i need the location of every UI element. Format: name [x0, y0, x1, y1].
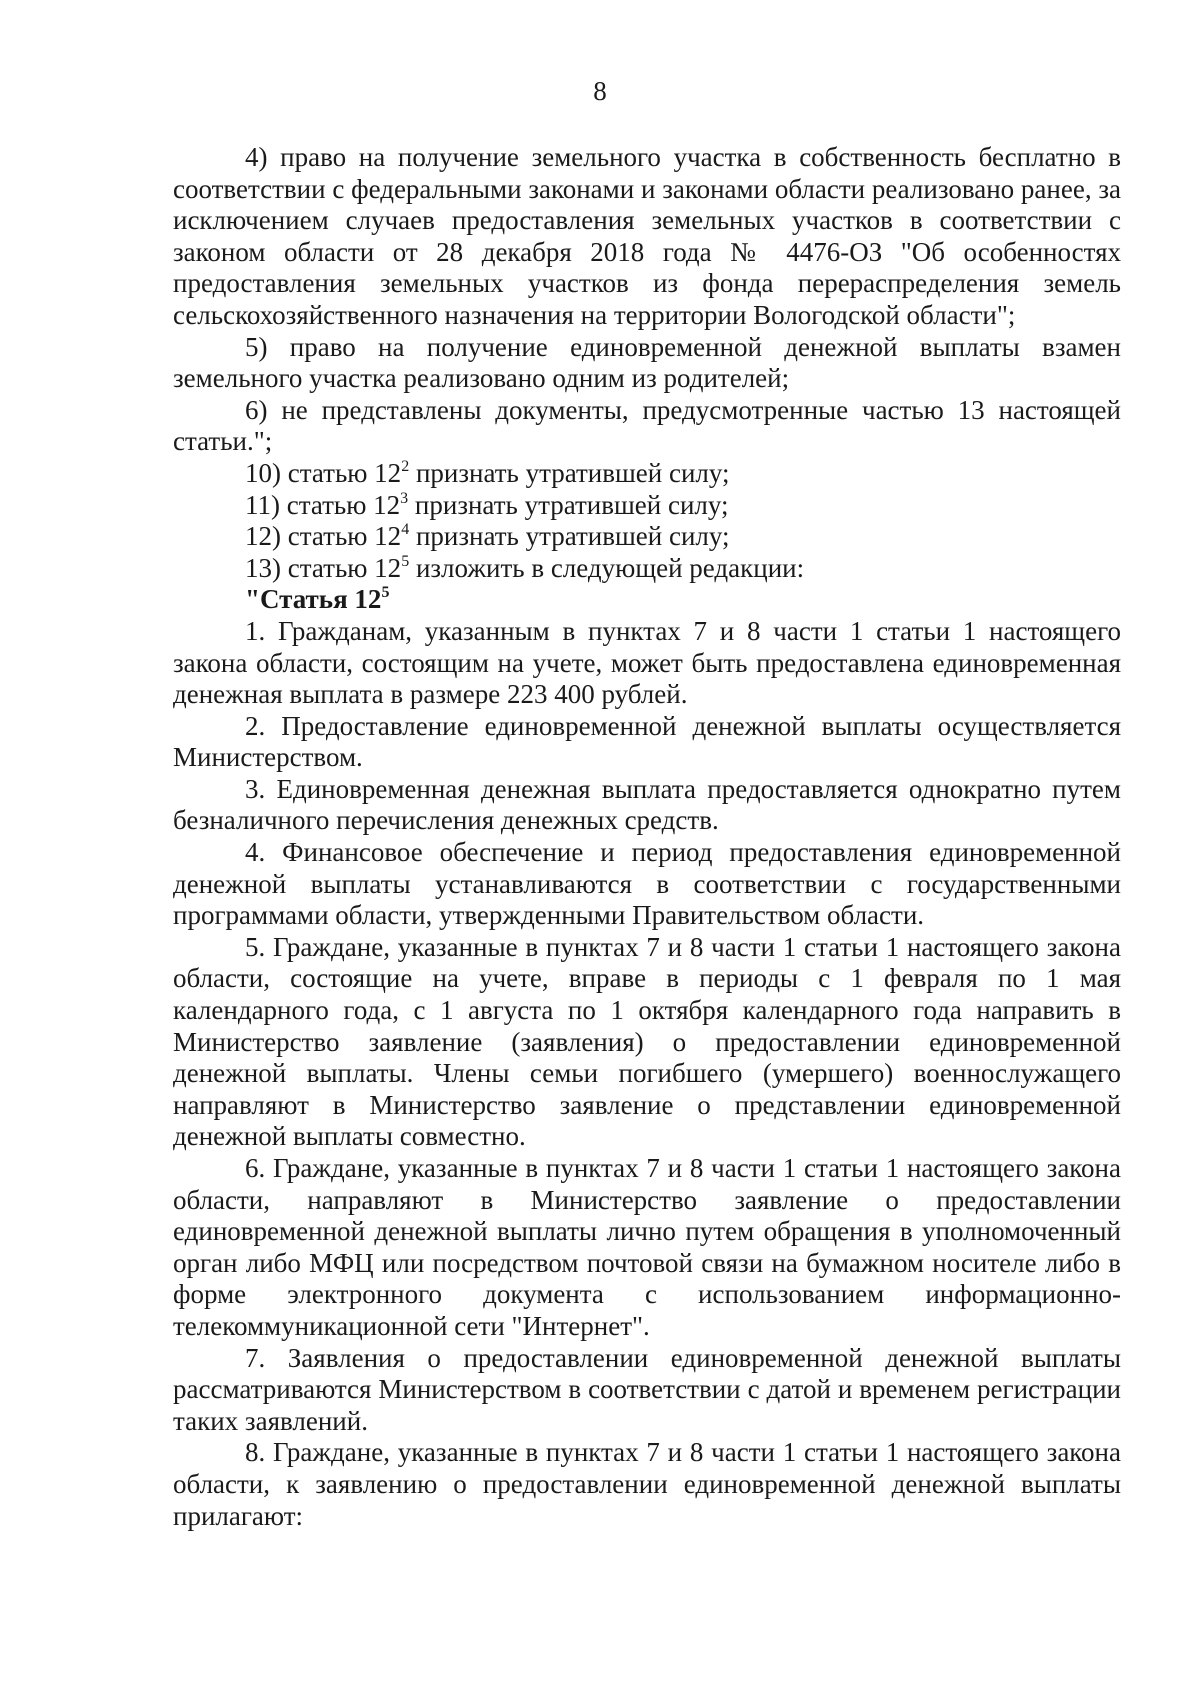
article-paragraph-7: 7. Заявления о предоставлении единовременной денежной выплаты рассматриваются Министерством в соответствии с датой и временем регистрации таких заявлений.: [173, 1342, 1121, 1436]
article-paragraph-2: 2. Предоставление единовременной денежной выплаты осуществляется Министерством.: [173, 710, 1121, 773]
article-paragraph-1: 1. Гражданам, указанным в пунктах 7 и 8 части 1 статьи 1 настоящего закона области, состоящим на учете, может быть предоставлена единовременная денежная выплата в размере 223 400 рублей.: [173, 615, 1121, 710]
paragraph-item-5: 5) право на получение единовременной денежной выплаты взамен земельного участка реализовано одним из родителей;: [173, 331, 1121, 394]
article-paragraph-6: 6. Граждане, указанные в пунктах 7 и 8 части 1 статьи 1 настоящего закона области, направляют в Министерство заявление о предоставлении единовременной денежной выплаты лично путем обращения в уполномоченный орган либо МФЦ или посредством почтовой связи на бумажном носителе либо в форме электронного документа с использованием информационно-телекоммуникационной сети "Интернет".: [173, 1153, 1121, 1341]
article-paragraph-8: 8. Граждане, указанные в пунктах 7 и 8 части 1 статьи 1 настоящего закона области, к заявлению о предоставлении единовременной денежной выплаты прилагают:: [173, 1437, 1121, 1531]
article-paragraph-5: 5. Граждане, указанные в пунктах 7 и 8 части 1 статьи 1 настоящего закона области, состоящие на учете, вправе в периоды с 1 февраля по 1 мая календарного года, с 1 августа по 1 октября календарного года направить в Министерство заявление (заявления) о предоставлении единовременной денежной выплаты. Члены семьи погибшего (умершего) военнослужащего направляют в Министерство заявление о представлении единовременной денежной выплаты совместно.: [173, 931, 1121, 1152]
article-paragraph-3: 3. Единовременная денежная выплата предоставляется однократно путем безналичного перечисления денежных средств.: [173, 773, 1121, 836]
page-number: 8: [593, 76, 607, 106]
paragraph-item-6: 6) не представлены документы, предусмотренные частью 13 настоящей статьи.";: [173, 394, 1121, 457]
document-body: [173, 142, 1121, 1532]
article-heading: "Статья $12^5$: [245, 584, 390, 615]
paragraph-item-4: 4) право на получение земельного участка в собственность бесплатно в соответствии с федеральными законами и законами области реализовано ранее, за исключением случаев предоставления земельных участков в соответствии с законом области от 28 декабря 2018 года № 4476-ОЗ "Об особенностях предоставления земельных участков из фонда перераспределения земель сельскохозяйственного назначения на территории Вологодской области";: [173, 142, 1121, 330]
amendment-13: 13) статью $12^5$ изложить в следующей редакции:: [245, 552, 805, 583]
amendment-11: 11) статью $12^3$ признать утратившей силу;: [245, 489, 729, 520]
amendment-10: 10) статью $12^2$ признать утратившей силу;: [245, 457, 730, 488]
article-paragraph-4: 4. Финансовое обеспечение и период предоставления единовременной денежной выплаты устанавливаются в соответствии с государственными программами области, утвержденными Правительством области.: [173, 837, 1121, 931]
amendment-12: 12) статью $12^4$ признать утратившей силу;: [245, 521, 730, 552]
